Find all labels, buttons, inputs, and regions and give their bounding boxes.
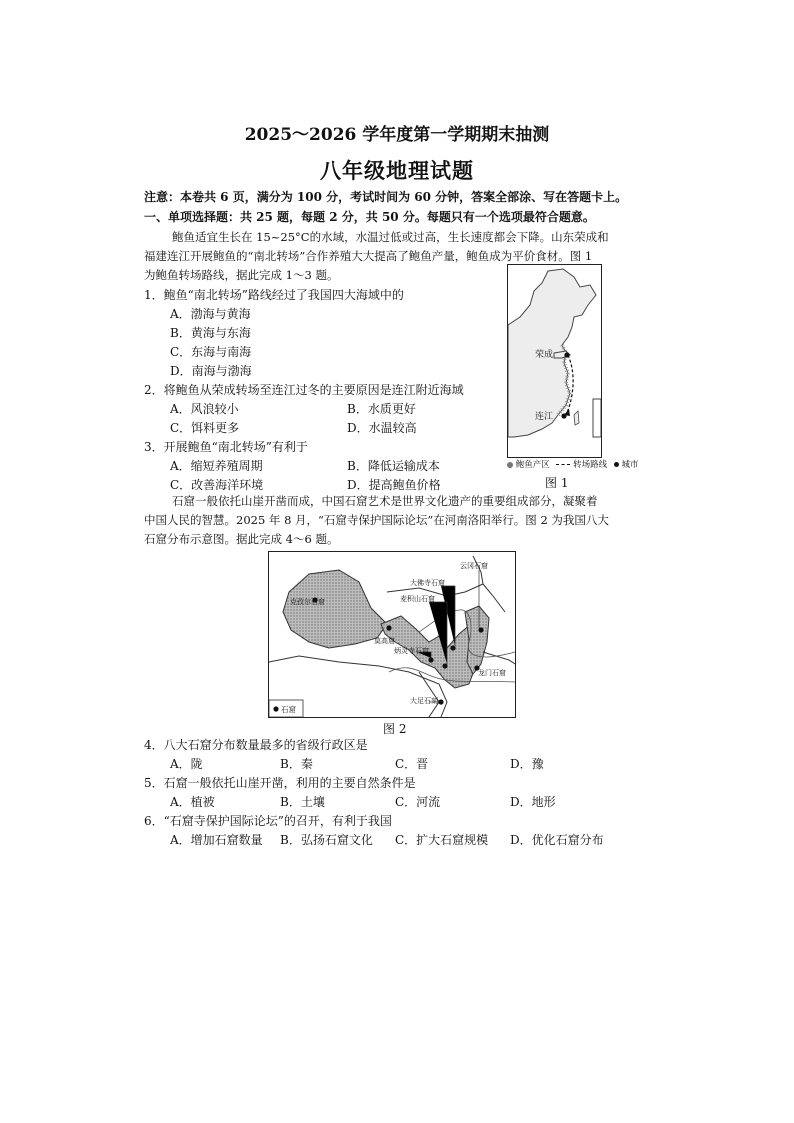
figure2-label-maijishan: 麦积山石窟 xyxy=(400,595,435,603)
question-6-stem: 6．“石窟寺保护国际论坛”的召开，有利于我国 xyxy=(144,814,392,828)
mogao-dot xyxy=(386,625,391,630)
question-6-option-a: A．增加石窟数量 xyxy=(170,833,263,847)
question-4-option-d: D．豫 xyxy=(510,757,544,771)
figure1-label-lianjiang: 连江 xyxy=(535,412,554,422)
question-1-option-d: D．南海与渤海 xyxy=(170,364,252,378)
question-3-option-c: C．改善海洋环境 xyxy=(170,478,264,492)
maijishan-dot xyxy=(442,663,447,668)
figure1-label-rongcheng: 荣成 xyxy=(535,350,554,360)
route-icon xyxy=(556,464,570,465)
legend-area-label: 鲍鱼产区 xyxy=(515,460,550,470)
question-2-stem: 2．将鲍鱼从荣成转场至连江过冬的主要原因是连江附近海域 xyxy=(144,383,464,397)
lianjiang-dot xyxy=(561,413,566,418)
passage2-line1: 石窟一般依托山崖开凿而成，中国石窟艺术是世界文化遗产的重要组成部分，凝聚着 xyxy=(172,494,598,508)
figure2-caption: 图 2 xyxy=(383,722,407,736)
passage1-line1: 鲍鱼适宜生长在 15~25°C的水域，水温过低或过高，生长速度都会下降。山东荣成和 xyxy=(172,230,609,244)
question-5-option-a: A．植被 xyxy=(170,795,215,809)
question-1-stem: 1．鲍鱼“南北转场”路线经过了我国四大海域中的 xyxy=(144,288,404,302)
dafosi-dot xyxy=(450,645,455,650)
figure2-label-dazu: 大足石刻 xyxy=(410,697,438,705)
question-3-option-a: A．缩短养殖周期 xyxy=(170,459,263,473)
figure2-label-yungang: 云冈石窟 xyxy=(460,562,488,570)
exam-subtitle: 八年级地理试题 xyxy=(320,158,474,183)
question-2-option-a: A．风浪较小 xyxy=(170,402,239,416)
city-icon xyxy=(614,462,619,467)
question-6-option-c: C．扩大石窟规模 xyxy=(395,833,489,847)
legend-grotto-icon xyxy=(273,706,278,711)
question-2-option-c: C．饵料更多 xyxy=(170,421,240,435)
question-5-option-d: D．地形 xyxy=(510,795,556,809)
legend-city-label: 城市 xyxy=(621,460,639,470)
binglingsi-dot xyxy=(428,657,433,662)
notice-text: 注意：本卷共 6 页，满分为 100 分，考试时间为 60 分钟，答案全部涂、写在答题卡上。 xyxy=(144,190,628,204)
question-3-option-d: D．提高鲍鱼价格 xyxy=(347,478,441,492)
question-5-option-b: B．土壤 xyxy=(280,795,325,809)
figure1-map xyxy=(507,264,602,458)
china-coast-map-graphic xyxy=(508,265,601,457)
section-heading: 一、单项选择题：共 25 题，每题 2 分，共 50 分。每题只有一个选项最符合题意。 xyxy=(144,210,595,224)
question-5-stem: 5．石窟一般依托山崖开凿，利用的主要自然条件是 xyxy=(144,776,416,790)
passage2-line2: 中国人民的智慧。2025 年 8 月，“石窟寺保护国际论坛”在河南洛阳举行。图 2 为我国八大 xyxy=(144,513,609,527)
passage2-line3: 石窟分布示意图。据此完成 4～6 题。 xyxy=(144,532,339,546)
question-4-option-a: A．陇 xyxy=(170,757,203,771)
dazu-dot xyxy=(438,699,443,704)
question-2-option-d: D．水温较高 xyxy=(347,421,417,435)
figure2-label-longmen: 龙门石窟 xyxy=(478,669,506,677)
rongcheng-dot xyxy=(564,352,569,357)
figure2-label-xiangtangshan: 大佛寺石窟 xyxy=(410,579,445,587)
question-4-option-b: B．秦 xyxy=(280,757,313,771)
abalone-area-icon xyxy=(507,462,513,468)
question-3-option-b: B．降低运输成本 xyxy=(347,459,440,473)
question-3-stem: 3．开展鲍鱼“南北转场”有利于 xyxy=(144,440,308,454)
figure1-legend xyxy=(507,459,639,471)
question-5-option-c: C．河流 xyxy=(395,795,441,809)
question-6-option-d: D．优化石窟分布 xyxy=(510,833,604,847)
legend-route-label: 转场路线 xyxy=(573,460,608,470)
question-1-option-c: C．东海与南海 xyxy=(170,345,252,359)
passage1-line3: 为鲍鱼转场路线，据此完成 1～3 题。 xyxy=(144,268,339,282)
question-4-option-c: C．晋 xyxy=(395,757,429,771)
figure2-label-mogao: 莫高窟 xyxy=(374,637,395,645)
yungang-dot xyxy=(478,627,483,632)
figure2-map xyxy=(268,551,516,718)
exam-title: 2025～2026 学年度第一学期期末抽测 xyxy=(244,125,550,145)
figure2-label-kizil: 克孜尔石窟 xyxy=(290,598,325,606)
figure2-label-binglingsi: 炳灵寺石窟 xyxy=(394,647,429,655)
grottoes-map-graphic xyxy=(269,552,515,717)
passage1-line2: 福建连江开展鲍鱼的“南北转场”合作养殖大大提高了鲍鱼产量，鲍鱼成为平价食材。图 1 xyxy=(144,249,593,263)
figure2-legend-label: 石窟 xyxy=(281,705,296,714)
question-6-option-b: B．弘扬石窟文化 xyxy=(280,833,373,847)
question-1-option-a: A．渤海与黄海 xyxy=(170,307,251,321)
question-2-option-b: B．水质更好 xyxy=(347,402,416,416)
figure1-caption: 图 1 xyxy=(545,476,569,490)
question-1-option-b: B．黄海与东海 xyxy=(170,326,251,340)
question-4-stem: 4．八大石窟分布数量最多的省级行政区是 xyxy=(144,738,368,752)
